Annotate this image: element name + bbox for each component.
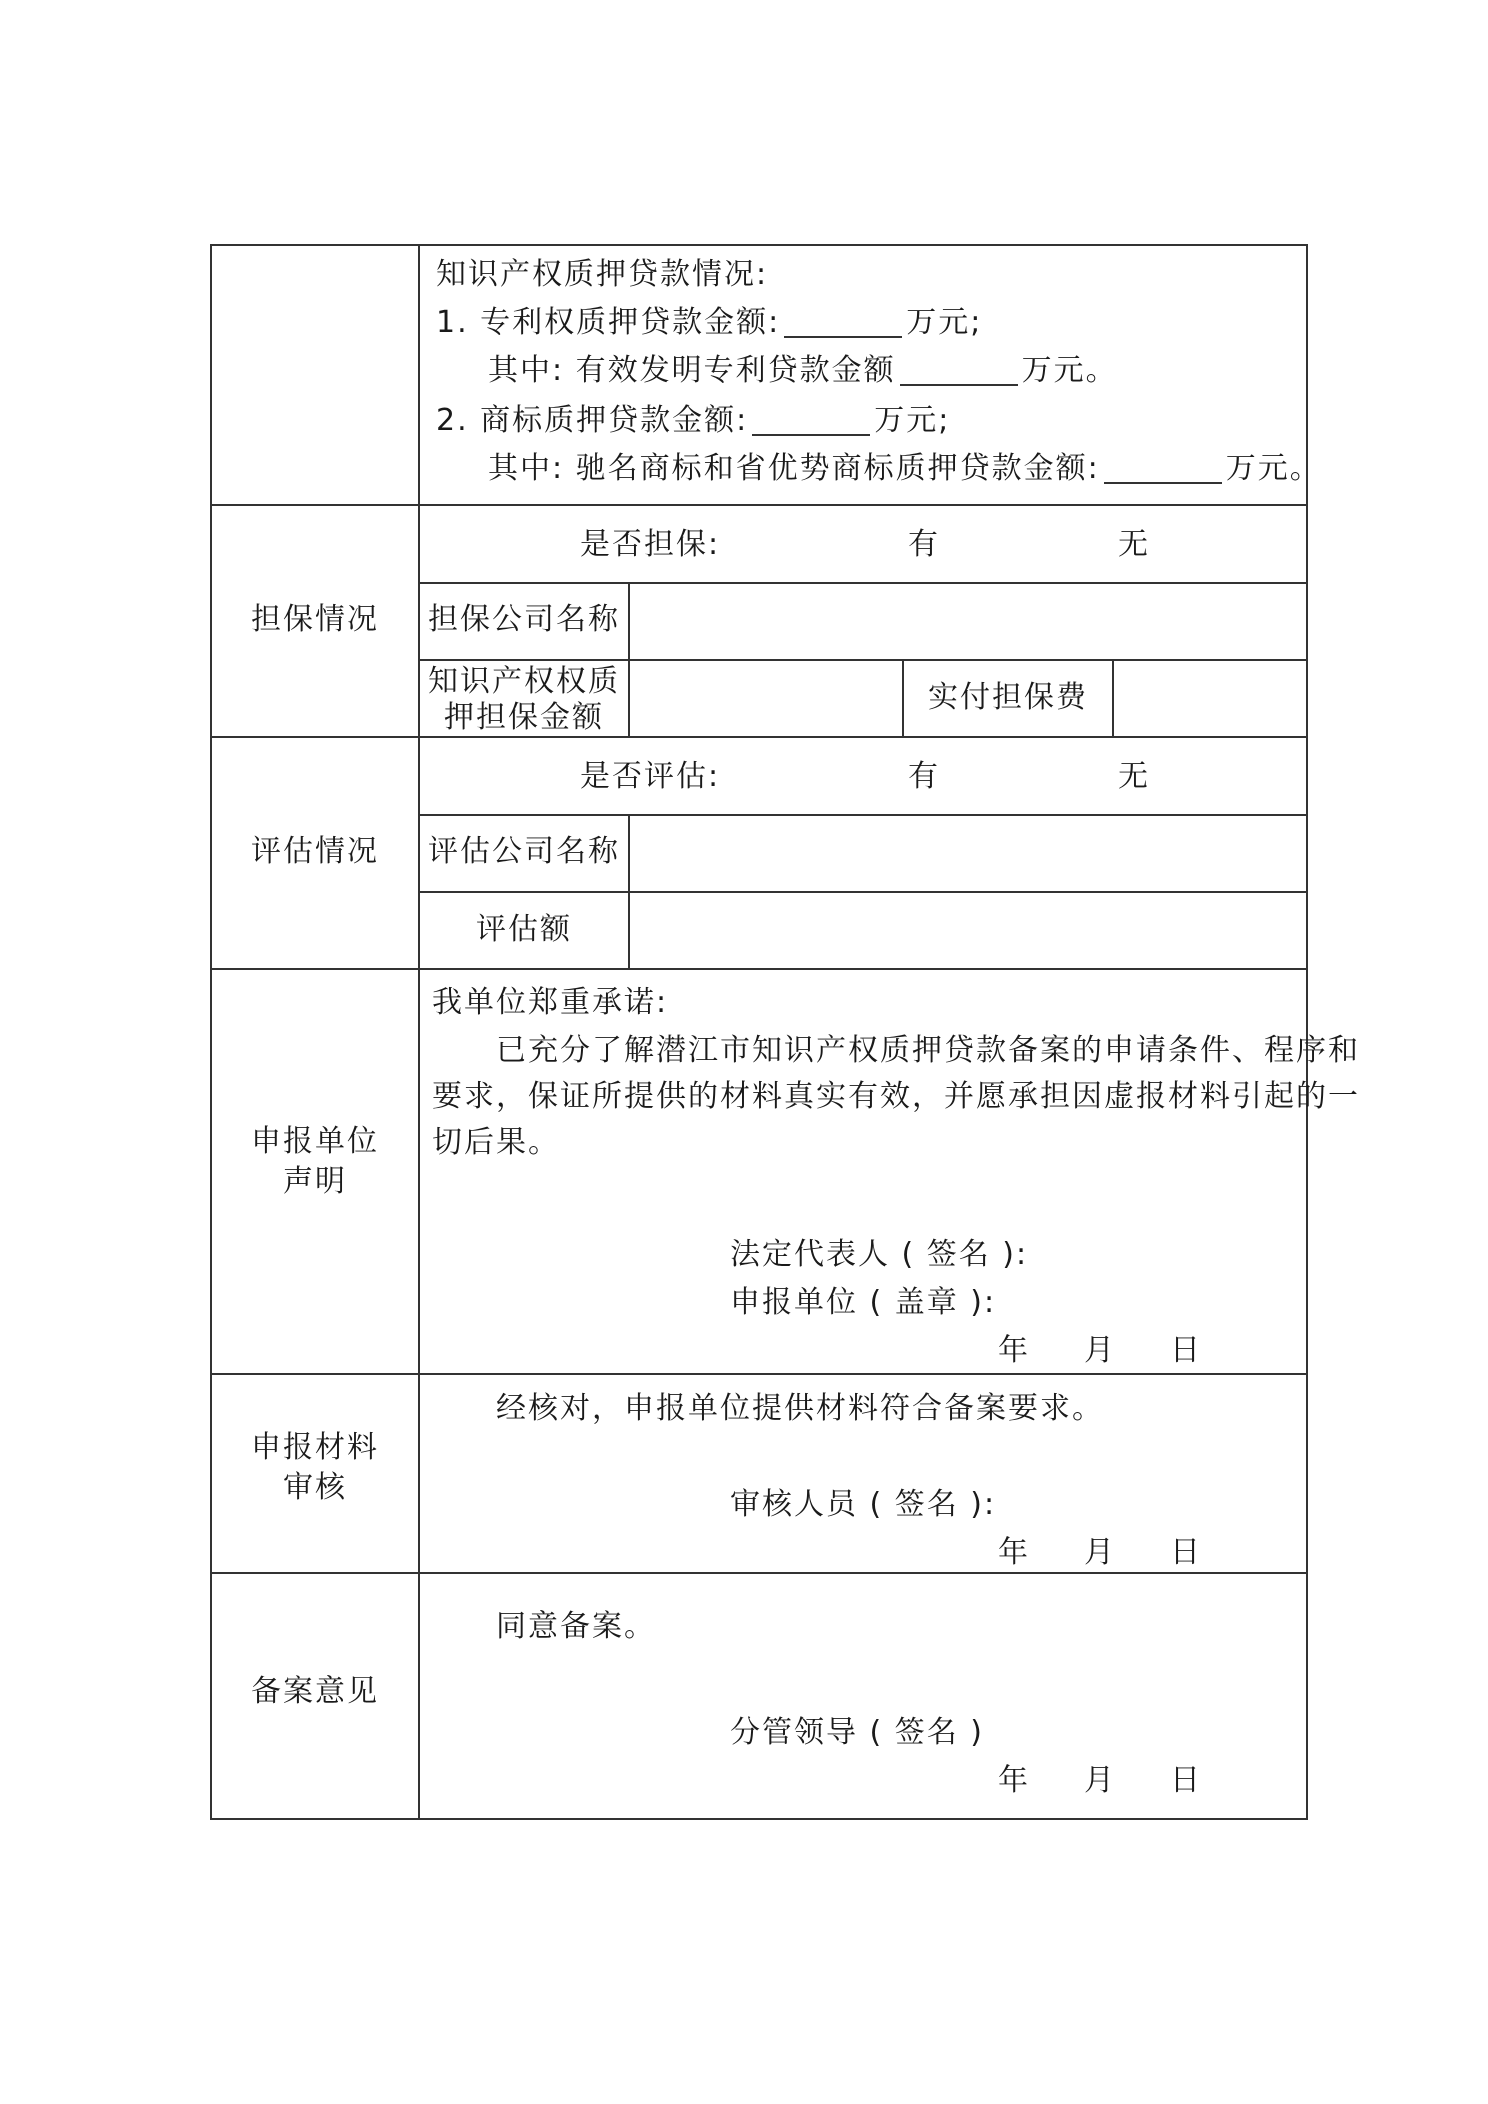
declaration-label-line2: 声明	[283, 1164, 347, 1199]
filing-form-table	[210, 244, 1360, 1820]
filing-section-label: 备案意见	[251, 1674, 379, 1709]
declaration-month: 月	[1084, 1333, 1116, 1368]
declaration-label-line1: 申报单位	[251, 1124, 379, 1159]
evaluation-company-field[interactable]	[630, 816, 1306, 891]
row-divider	[212, 1572, 1306, 1574]
guarantee-amount-label	[420, 664, 628, 736]
evaluation-question: 是否评估:	[580, 759, 721, 794]
review-section-label	[212, 1428, 418, 1508]
review-label-line1: 申报材料	[251, 1430, 379, 1465]
guarantee-amount-field[interactable]	[630, 661, 902, 736]
legal-rep-signature[interactable]: 法定代表人 ( 签名 ):	[730, 1237, 1029, 1272]
trademark-loan-amount-field[interactable]	[752, 408, 870, 436]
row-divider	[212, 1373, 1306, 1375]
famous-trademark-loan-label: 其中: 驰名商标和省优势商标质押贷款金额:	[488, 451, 1100, 486]
guarantee-section-label: 担保情况	[251, 602, 379, 637]
row-divider	[212, 504, 1306, 506]
evaluation-section-label: 评估情况	[251, 834, 379, 869]
review-label-line2: 审核	[283, 1470, 347, 1505]
reviewer-signature[interactable]: 审核人员 ( 签名 ):	[730, 1487, 997, 1522]
declaration-body-line2: 要求，保证所提供的材料真实有效，并愿承担因虚报材料引起的一	[432, 1079, 1360, 1114]
declaration-opening: 我单位郑重承诺:	[432, 985, 669, 1020]
invention-loan-row	[488, 353, 1118, 388]
ip-loan-title: 知识产权质押贷款情况:	[436, 257, 769, 292]
patent-loan-amount-field[interactable]	[784, 310, 902, 338]
evaluation-company-label: 评估公司名称	[428, 834, 620, 869]
invention-loan-label: 其中: 有效发明专利贷款金额	[488, 353, 896, 388]
patent-loan-unit: 万元;	[906, 305, 983, 340]
row-divider	[212, 968, 1306, 970]
filing-statement: 同意备案。	[496, 1609, 656, 1644]
invention-loan-unit: 万元。	[1021, 353, 1118, 388]
review-month: 月	[1084, 1535, 1116, 1570]
famous-trademark-loan-row	[488, 451, 1322, 486]
guarantee-yes-option[interactable]: 有	[908, 527, 940, 562]
declaration-body-line1: 已充分了解潜江市知识产权质押贷款备案的申请条件、程序和	[496, 1033, 1360, 1068]
invention-loan-amount-field[interactable]	[900, 358, 1018, 386]
patent-loan-row	[436, 305, 983, 340]
evaluation-amount-field[interactable]	[630, 893, 1306, 968]
column-divider	[418, 246, 420, 1818]
evaluation-no-option[interactable]: 无	[1118, 759, 1150, 794]
guarantee-question: 是否担保:	[580, 527, 721, 562]
guarantee-fee-field[interactable]	[1114, 661, 1306, 736]
famous-trademark-loan-amount-field[interactable]	[1104, 456, 1222, 484]
guarantee-company-field[interactable]	[630, 584, 1306, 659]
row-divider	[212, 736, 1306, 738]
review-statement: 经核对，申报单位提供材料符合备案要求。	[496, 1391, 1104, 1426]
filing-month: 月	[1084, 1763, 1116, 1798]
unit-seal[interactable]: 申报单位 ( 盖章 ):	[730, 1285, 997, 1320]
guarantee-company-label: 担保公司名称	[428, 602, 620, 637]
declaration-year: 年	[998, 1333, 1030, 1368]
guarantee-amount-label-line2: 押担保金额	[444, 700, 604, 735]
trademark-loan-label: 2. 商标质押贷款金额:	[436, 403, 749, 438]
declaration-section-label	[212, 1122, 418, 1202]
guarantee-fee-label: 实付担保费	[928, 680, 1088, 715]
declaration-day: 日	[1170, 1333, 1202, 1368]
declaration-body-line3: 切后果。	[432, 1125, 560, 1160]
evaluation-amount-label: 评估额	[476, 912, 572, 947]
trademark-loan-unit: 万元;	[874, 403, 951, 438]
review-year: 年	[998, 1535, 1030, 1570]
leader-signature[interactable]: 分管领导 ( 签名 )	[730, 1715, 985, 1750]
filing-year: 年	[998, 1763, 1030, 1798]
review-day: 日	[1170, 1535, 1202, 1570]
guarantee-amount-label-line1: 知识产权权质	[428, 664, 620, 699]
patent-loan-label: 1. 专利权质押贷款金额:	[436, 305, 781, 340]
trademark-loan-row	[436, 403, 951, 438]
famous-trademark-loan-unit: 万元。	[1225, 451, 1322, 486]
guarantee-no-option[interactable]: 无	[1118, 527, 1150, 562]
filing-day: 日	[1170, 1763, 1202, 1798]
evaluation-yes-option[interactable]: 有	[908, 759, 940, 794]
